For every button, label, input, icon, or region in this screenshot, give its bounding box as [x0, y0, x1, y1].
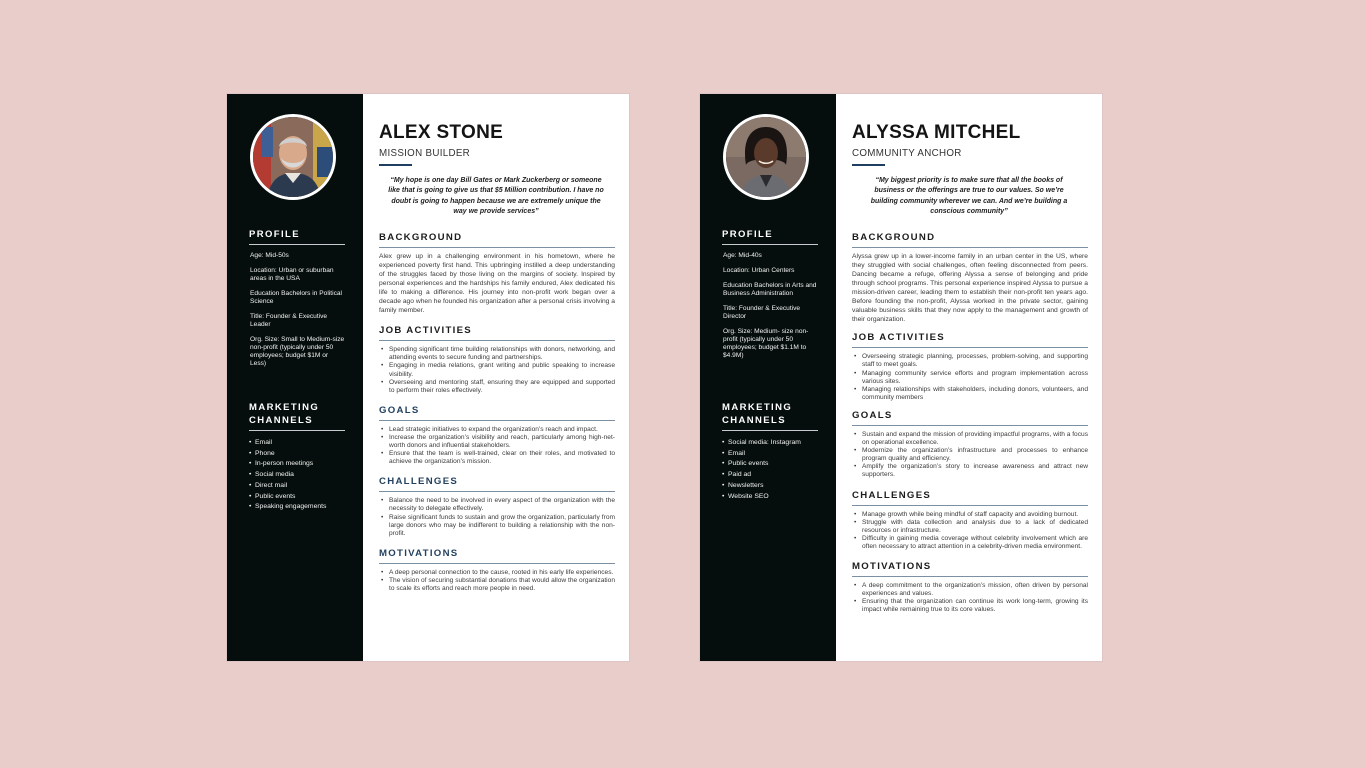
list-item: • A deep personal connection to the cause, rooted in his early life experiences. [389, 569, 615, 577]
persona-name: ALYSSA MITCHEL [852, 122, 1021, 143]
list-item: • Difficulty in gaining media coverage without celebrity involvement which are often necessary to attract attention in a celebrity-driven media environment. [862, 535, 1088, 551]
channels-block [249, 401, 345, 513]
channels-heading: MARKETING CHANNELS [722, 401, 818, 431]
activities-heading: JOB ACTIVITIES [852, 332, 1088, 348]
motivations-section [379, 548, 615, 593]
list-item: • Raise significant funds to sustain and grow the organization, particularly from large donors who may be indifferent to building a relationship with the non-profit. [389, 514, 615, 538]
list-item: • Email [255, 438, 345, 449]
profile-org-size: Org. Size: Small to Medium-size non-profit (typically under 50 employees; budget $1M or Less) [250, 336, 345, 367]
title-rule [379, 164, 412, 166]
list-item: • Paid ad [728, 470, 818, 481]
profile-block [722, 228, 818, 367]
motivations-heading: MOTIVATIONS [379, 548, 615, 564]
profile-heading: PROFILE [722, 228, 818, 245]
activities-section [852, 332, 1088, 402]
list-item: • Sustain and expand the mission of providing impactful programs, with a focus on operational excellence. [862, 431, 1088, 447]
profile-block [249, 228, 345, 375]
profile-org-size: Org. Size: Medium- size non-profit (typically under 50 employees; budget $1.1M to $4.9M) [723, 328, 809, 359]
challenges-section [852, 490, 1088, 551]
goals-heading: GOALS [852, 410, 1088, 426]
persona-role: COMMUNITY ANCHOR [852, 148, 962, 159]
list-item: • Lead strategic initiatives to expand the organization’s reach and impact. [389, 426, 615, 434]
list-item: • Email [728, 449, 818, 460]
persona-sidebar [227, 94, 363, 661]
list-item: • Public events [255, 492, 345, 503]
persona-sidebar [700, 94, 836, 661]
persona-main [836, 94, 1102, 661]
list-item: • Spending significant time building relationships with donors, networking, and attending events to secure funding and partnerships. [389, 346, 615, 362]
list-item: • In-person meetings [255, 459, 345, 470]
motivations-list [852, 582, 1088, 614]
list-item: • Ensuring that the organization can continue its work long-term, growing its impact while remaining true to its core values. [862, 598, 1088, 614]
list-item: • Website SEO [728, 492, 818, 503]
challenges-list [852, 511, 1088, 551]
profile-heading: PROFILE [249, 228, 345, 245]
activities-list [379, 346, 615, 395]
challenges-list [379, 497, 615, 537]
profile-education: Education Bachelors in Arts and Business Administration [723, 282, 817, 297]
list-item: • Overseeing strategic planning, processes, problem-solving, and supporting staff to meet goals. [862, 353, 1088, 369]
avatar [250, 114, 336, 200]
channels-block [722, 401, 818, 502]
list-item: • Engaging in media relations, grant writing and public speaking to increase visibility. [389, 362, 615, 378]
challenges-section [379, 476, 615, 537]
avatar [723, 114, 809, 200]
motivations-list [379, 569, 615, 593]
list-item: • A deep commitment to the organization’s mission, often driven by personal experiences and values. [862, 582, 1088, 598]
motivations-section [852, 561, 1088, 614]
persona-name: ALEX STONE [379, 122, 504, 143]
list-item: • Social media: Instagram [728, 438, 818, 449]
goals-section [852, 410, 1088, 480]
motivations-heading: MOTIVATIONS [852, 561, 1088, 577]
list-item: • Managing relationships with stakeholders, including donors, volunteers, and community members [862, 386, 1088, 402]
persona-quote: “My biggest priority is to make sure that all the books of business or the offerings are true to our values. So we’re building community wherever we can. And we’re building a conscious community” [870, 177, 1068, 216]
activities-section [379, 325, 615, 395]
persona-quote: “My hope is one day Bill Gates or Mark Zuckerberg or someone like that is going to give us that $5 Million contribution. I have no doubt is going to happen because we are extremely unique the way we provide services” [388, 177, 604, 216]
persona-card-alyssa [700, 94, 1102, 661]
list-item: • Manage growth while being mindful of staff capacity and avoiding burnout. [862, 511, 1088, 519]
list-item: • Phone [255, 449, 345, 460]
activities-list [852, 353, 1088, 402]
channels-heading: MARKETING CHANNELS [249, 401, 345, 431]
goals-section [379, 405, 615, 466]
profile-age: Age: Mid-40s [723, 252, 762, 259]
challenges-heading: CHALLENGES [379, 476, 615, 492]
channels-list [249, 438, 345, 513]
goals-heading: GOALS [379, 405, 615, 421]
list-item: • Speaking engagements [255, 502, 345, 513]
list-item: • Newsletters [728, 481, 818, 492]
background-text: Alex grew up in a challenging environment in his hometown, where he experienced poverty first hand. This upbringing instilled a deep understanding of the struggles faced by those living on the margins of society. Inspired by personal experiences and the hardships his family endured, Alex dedicated his life to making a difference. His journey into non-profit work began over a decade ago when he founded his organization after a personal crisis involving a family member. [379, 252, 615, 315]
list-item: • Managing community service efforts and program implementation across various sites. [862, 370, 1088, 386]
goals-list [379, 426, 615, 466]
background-heading: BACKGROUND [379, 232, 615, 248]
list-item: • Social media [255, 470, 345, 481]
background-heading: BACKGROUND [852, 232, 1088, 248]
list-item: • Public events [728, 459, 818, 470]
list-item: • Amplify the organization’s story to increase awareness and attract new supporters. [862, 463, 1088, 479]
profile-location: Location: Urban Centers [723, 267, 795, 274]
profile-title: Title: Founder & Executive Director [723, 305, 801, 320]
list-item: • Ensure that the team is well-trained, clear on their roles, and motivated to achieve the organization’s mission. [389, 450, 615, 466]
background-text: Alyssa grew up in a lower-income family in an urban center in the US, where they struggled with social challenges, often feeling disconnected from peers. Dancing became a refuge, offering Alyssa a sense of belonging and pride through school programs. This personal experience inspired Alyssa to pursue a mission-driven career, leading them to establish their non-profit ten years ago. Before founding the non-profit, Alyssa worked in the private sector, gaining valuable business skills that they now apply to the management and growth of their organization. [852, 252, 1088, 324]
profile-title: Title: Founder & Executive Leader [250, 313, 328, 328]
list-item: • Direct mail [255, 481, 345, 492]
profile-education: Education Bachelors in Political Science [250, 290, 342, 305]
activities-heading: JOB ACTIVITIES [379, 325, 615, 341]
channels-list [722, 438, 818, 502]
background-section [379, 232, 615, 316]
title-rule [852, 164, 885, 166]
persona-role: MISSION BUILDER [379, 148, 471, 159]
list-item: • Overseeing and mentoring staff, ensuring they are equipped and supported to perform their roles effectively. [389, 379, 615, 395]
background-section [852, 232, 1088, 325]
profile-age: Age: Mid-50s [250, 252, 289, 259]
persona-card-alex [227, 94, 629, 661]
list-item: • Struggle with data collection and analysis due to a lack of dedicated resources or infrastructure. [862, 519, 1088, 535]
persona-main [363, 94, 629, 661]
list-item: • Increase the organization’s visibility and reach, particularly among high-net-worth donors and influential stakeholders. [389, 434, 615, 450]
list-item: • The vision of securing substantial donations that would allow the organization to scale its efforts and reach more people in need. [389, 577, 615, 593]
list-item: • Modernize the organization’s infrastructure and processes to enhance program quality and efficiency. [862, 447, 1088, 463]
list-item: • Balance the need to be involved in every aspect of the organization with the necessity to delegate effectively. [389, 497, 615, 513]
challenges-heading: CHALLENGES [852, 490, 1088, 506]
profile-location: Location: Urban or suburban areas in the USA [250, 267, 334, 282]
goals-list [852, 431, 1088, 480]
